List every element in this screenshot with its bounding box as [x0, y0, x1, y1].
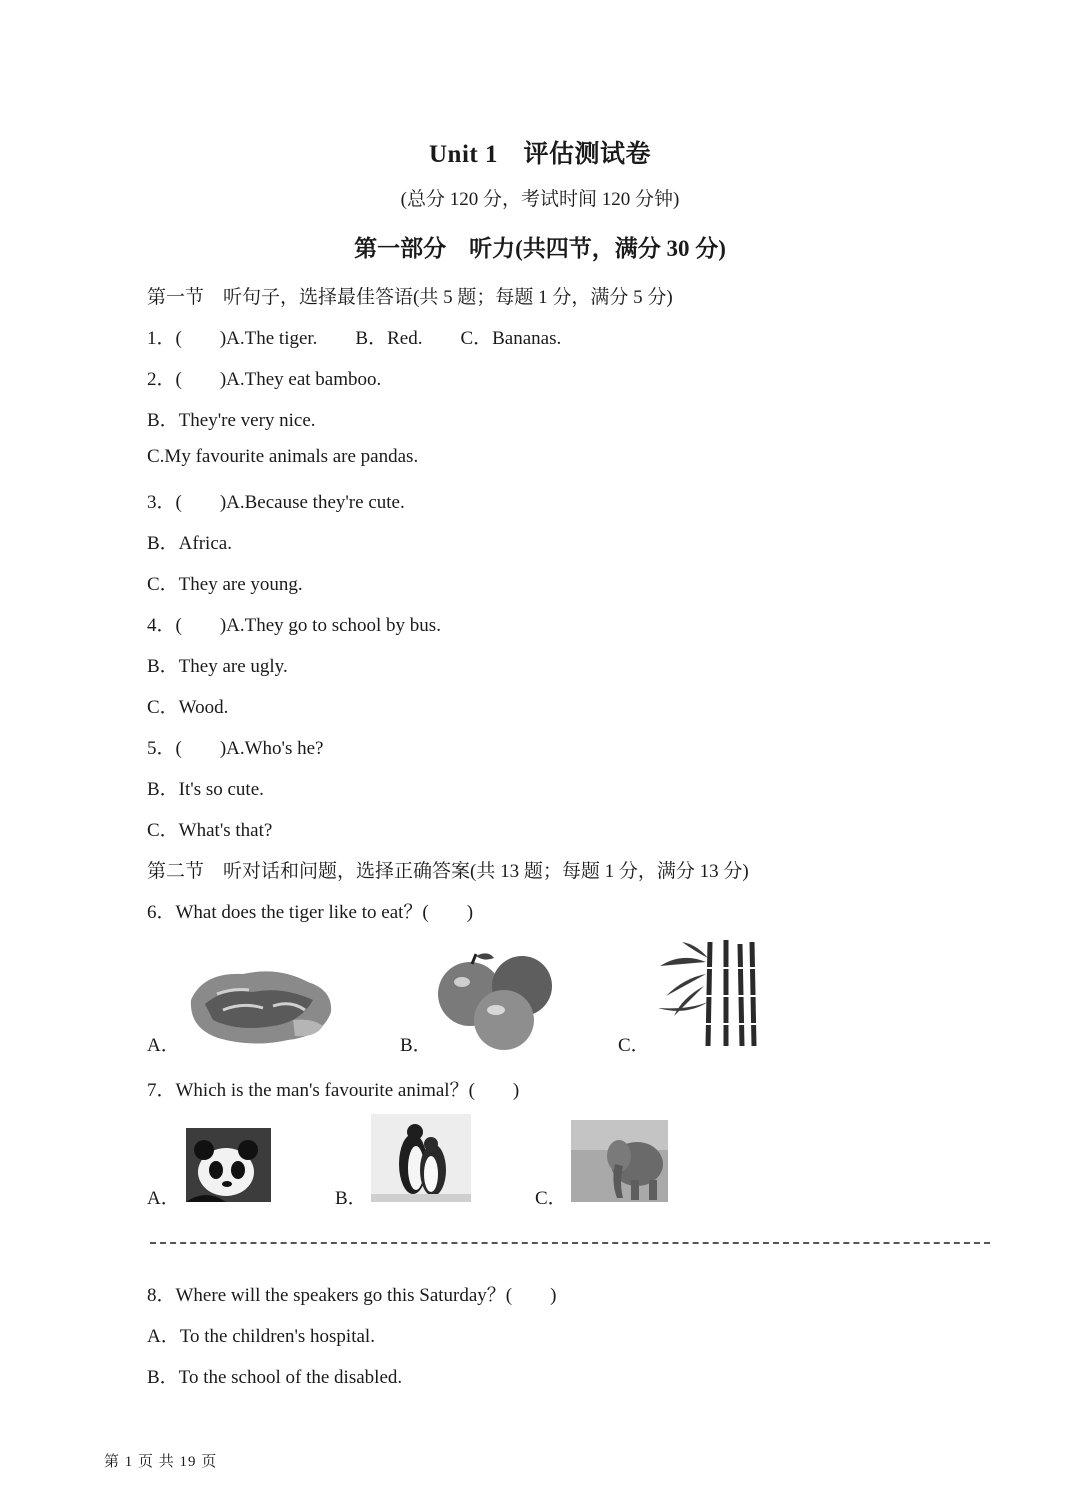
question-2: 2．( )A.They eat bamboo.	[147, 369, 382, 390]
question-7: 7．Which is the man's favourite animal？( )	[147, 1080, 520, 1101]
question-5-option-c: C．What's that?	[147, 820, 273, 841]
question-5: 5．( )A.Who's he?	[147, 738, 324, 759]
question-8-option-b: B．To the school of the disabled.	[147, 1367, 403, 1388]
q7-option-b-label: B．	[335, 1188, 367, 1209]
question-2-option-b: B．They're very nice.	[147, 410, 316, 431]
q6-option-b-label: B．	[400, 1035, 432, 1056]
penguins-image	[371, 1114, 471, 1202]
page-title: Unit 1 评估测试卷	[429, 141, 651, 168]
apples-image	[432, 950, 557, 1050]
elephant-image	[571, 1120, 668, 1202]
q7-option-c-label: C．	[535, 1188, 567, 1209]
page-divider	[150, 1242, 990, 1244]
question-3: 3．( )A.Because they're cute.	[147, 492, 405, 513]
question-2-option-c: C.My favourite animals are pandas.	[147, 446, 419, 467]
question-6: 6．What does the tiger like to eat？( )	[147, 902, 474, 923]
question-3-option-c: C．They are young.	[147, 574, 303, 595]
panda-image	[186, 1128, 271, 1202]
part-heading: 第一部分 听力(共四节，满分 30 分)	[354, 236, 726, 261]
bamboo-image	[652, 938, 762, 1048]
question-8: 8．Where will the speakers go this Saturday？( )	[147, 1285, 557, 1306]
page-number: 第 1 页 共 19 页	[104, 1454, 218, 1470]
q6-option-c-label: C．	[618, 1035, 650, 1056]
section1-heading: 第一节 听句子，选择最佳答语(共 5 题；每题 1 分，满分 5 分)	[147, 287, 673, 308]
question-1: 1．( )A.The tiger. B．Red. C．Bananas.	[147, 328, 562, 349]
question-4-option-c: C．Wood.	[147, 697, 229, 718]
q6-option-a-label: A．	[147, 1035, 180, 1056]
q7-option-a-label: A．	[147, 1188, 180, 1209]
question-8-option-a: A．To the children's hospital.	[147, 1326, 375, 1347]
score-time-note: (总分 120 分，考试时间 120 分钟)	[400, 189, 680, 210]
question-4-option-b: B．They are ugly.	[147, 656, 288, 677]
meat-image	[183, 960, 338, 1050]
question-5-option-b: B．It's so cute.	[147, 779, 264, 800]
section2-heading: 第二节 听对话和问题，选择正确答案(共 13 题；每题 1 分，满分 13 分)	[147, 861, 749, 882]
question-3-option-b: B．Africa.	[147, 533, 232, 554]
question-4: 4．( )A.They go to school by bus.	[147, 615, 441, 636]
